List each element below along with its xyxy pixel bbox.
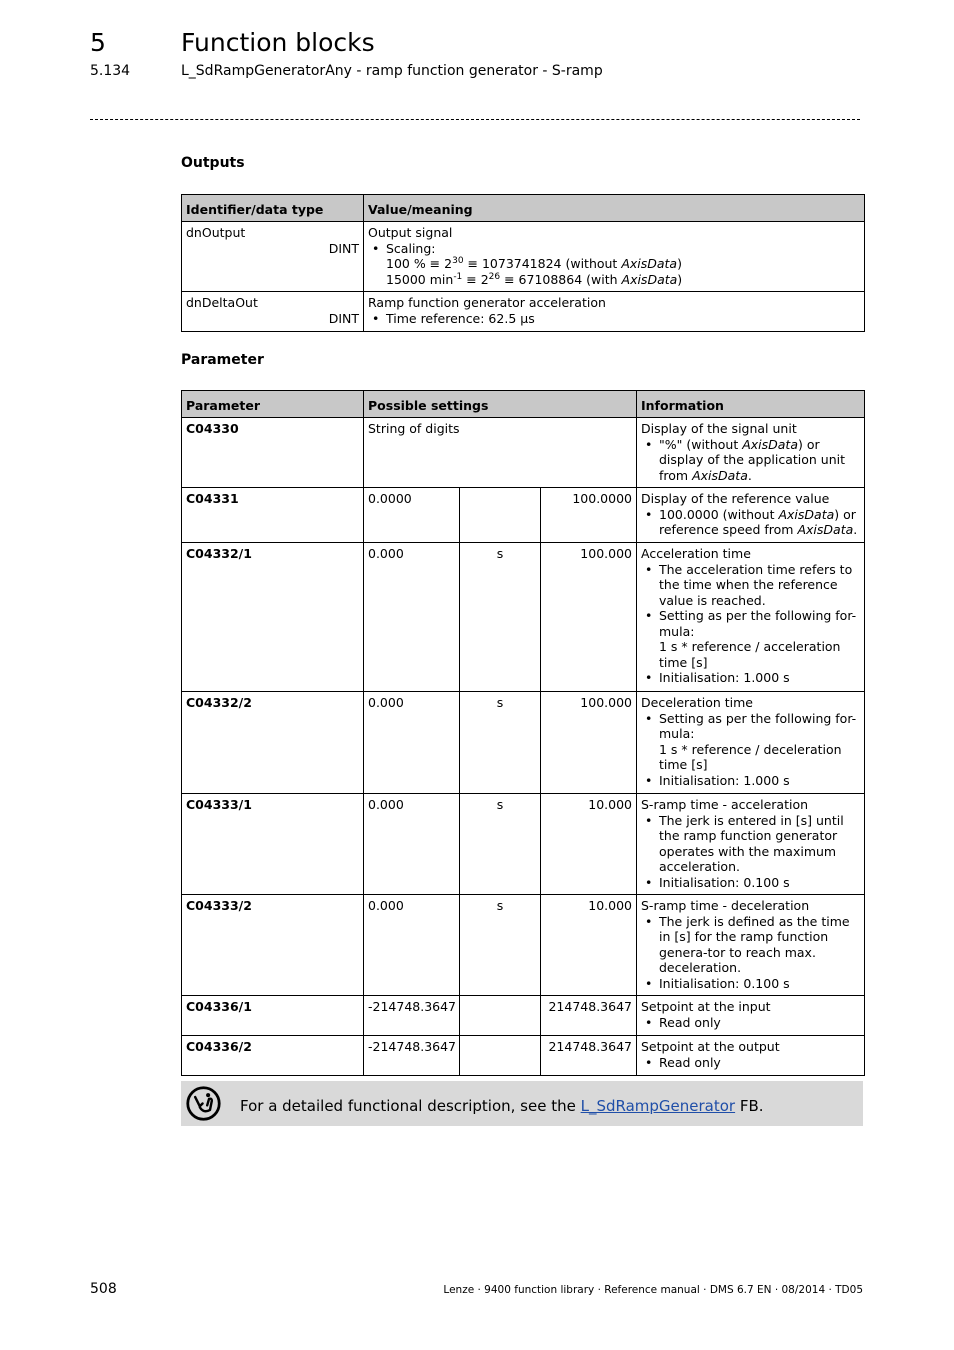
list-item: • Time reference: 62.5 µs xyxy=(382,311,860,327)
scaling-line: 100 % ≡ $2^{30} \equiv 1073741824$ (without AxisData) xyxy=(386,255,682,271)
data-type: DINT xyxy=(328,240,359,256)
bullet-list xyxy=(641,813,860,891)
identifier-cell xyxy=(182,222,364,292)
formula: 1 s * reference / deceleration time [s] xyxy=(659,741,842,772)
info-title: S-ramp time - acceleration xyxy=(641,797,809,812)
table-header-row xyxy=(182,195,865,222)
meaning: Ramp function generator acceleration xyxy=(368,295,606,310)
info-title: Acceleration time xyxy=(641,546,751,561)
min-value: 0.0000 xyxy=(364,488,460,543)
unit: s xyxy=(460,692,541,794)
note-box xyxy=(181,1081,863,1126)
bullet-list xyxy=(368,241,860,257)
table-row xyxy=(182,292,865,332)
max-value: 214748.3647 xyxy=(541,1036,637,1076)
bullet-list xyxy=(641,711,860,789)
list-item: • Setting as per the following for-mula: 1 s * reference / acceleration time [s] xyxy=(655,608,860,670)
footer-text: Lenze · 9400 function library · Reference manual · DMS 6.7 EN · 08/2014 · TD05 xyxy=(443,1284,863,1296)
meaning-cell xyxy=(364,292,865,332)
table-row xyxy=(182,418,865,488)
info-title: S-ramp time - deceleration xyxy=(641,898,810,913)
column-header: Identifier/data type xyxy=(182,195,364,222)
min-value: 0.000 xyxy=(364,692,460,794)
info-cell xyxy=(637,488,865,543)
parameter-code: C04330 xyxy=(182,418,364,488)
bullet-list xyxy=(641,914,860,992)
bullet-list xyxy=(641,1055,860,1071)
list-item: • "%" (without AxisData) or display of the application unit from AxisData. xyxy=(655,437,860,484)
info-title: Deceleration time xyxy=(641,695,753,710)
info-title: Display of the reference value xyxy=(641,491,830,506)
max-value: 10.000 xyxy=(541,794,637,895)
identifier-cell xyxy=(182,292,364,332)
min-value: 0.000 xyxy=(364,895,460,996)
section-number: 5.134 xyxy=(90,63,131,79)
identifier: dnDeltaOut xyxy=(186,295,258,310)
min-value: -214748.3647 xyxy=(364,996,460,1036)
min-value: 0.000 xyxy=(364,794,460,895)
bullet-list xyxy=(641,507,860,538)
section-title: L_SdRampGeneratorAny - ramp function generator - S-ramp xyxy=(181,63,603,79)
list-item: • Scaling: xyxy=(382,241,860,257)
data-type: DINT xyxy=(328,310,359,326)
chapter-title: Function blocks xyxy=(181,28,375,57)
bullet-list xyxy=(641,437,860,484)
info-cell xyxy=(637,543,865,692)
list-item: • Read only xyxy=(655,1055,860,1071)
column-header: Possible settings xyxy=(364,391,637,418)
column-header: Information xyxy=(637,391,865,418)
formula: 1 s * reference / acceleration time [s] xyxy=(659,639,841,670)
setting-cell: String of digits xyxy=(364,418,637,488)
bullet-list xyxy=(368,311,860,327)
meaning: Output signal xyxy=(368,225,453,240)
unit xyxy=(460,996,541,1036)
max-value: 100.0000 xyxy=(541,488,637,543)
list-item: • The jerk is defined as the time in [s] for the ramp function genera-tor to reach max. deceleration. xyxy=(655,914,860,976)
unit xyxy=(460,488,541,543)
list-item: • The jerk is entered in [s] until the ramp function generator operates with the maximum acceleration. xyxy=(655,813,860,875)
bullet-list xyxy=(641,562,860,686)
info-cell xyxy=(637,692,865,794)
parameter-code: C04333/2 xyxy=(182,895,364,996)
table-row xyxy=(182,1036,865,1076)
outputs-table xyxy=(181,194,865,332)
chapter-number: 5 xyxy=(90,28,106,57)
info-title: Setpoint at the input xyxy=(641,999,771,1014)
info-cell xyxy=(637,1036,865,1076)
parameter-code: C04332/1 xyxy=(182,543,364,692)
table-header-row xyxy=(182,391,865,418)
list-item: • 100.0000 (without AxisData) or reference speed from AxisData. xyxy=(655,507,860,538)
outputs-heading: Outputs xyxy=(181,155,245,171)
max-value: 100.000 xyxy=(541,543,637,692)
parameter-code: C04333/1 xyxy=(182,794,364,895)
dashed-divider xyxy=(90,119,860,120)
info-cell xyxy=(637,996,865,1036)
identifier: dnOutput xyxy=(186,225,246,240)
info-title: Setpoint at the output xyxy=(641,1039,780,1054)
list-item: • Read only xyxy=(655,1015,860,1031)
max-value: 214748.3647 xyxy=(541,996,637,1036)
list-item: • Initialisation: 1.000 s xyxy=(655,670,860,686)
column-header: Parameter xyxy=(182,391,364,418)
parameter-table xyxy=(181,390,865,1076)
min-value: -214748.3647 xyxy=(364,1036,460,1076)
parameter-code: C04336/1 xyxy=(182,996,364,1036)
info-cell xyxy=(637,418,865,488)
table-row xyxy=(182,543,865,692)
list-item: • Initialisation: 1.000 s xyxy=(655,773,860,789)
table-row xyxy=(182,488,865,543)
page-number: 508 xyxy=(90,1281,117,1297)
bullet-list xyxy=(641,1015,860,1031)
parameter-heading: Parameter xyxy=(181,352,264,368)
parameter-code: C04332/2 xyxy=(182,692,364,794)
info-title: Display of the signal unit xyxy=(641,421,797,436)
info-cell xyxy=(637,895,865,996)
info-hand-icon xyxy=(185,1085,222,1122)
table-row xyxy=(182,794,865,895)
unit: s xyxy=(460,895,541,996)
parameter-code: C04336/2 xyxy=(182,1036,364,1076)
table-row xyxy=(182,222,865,292)
unit: s xyxy=(460,543,541,692)
unit: s xyxy=(460,794,541,895)
note-text: For a detailed functional description, see the L_SdRampGenerator FB. xyxy=(240,1097,764,1115)
max-value: 100.000 xyxy=(541,692,637,794)
parameter-code: C04331 xyxy=(182,488,364,543)
min-value: 0.000 xyxy=(364,543,460,692)
table-row xyxy=(182,692,865,794)
max-value: 10.000 xyxy=(541,895,637,996)
meaning-cell xyxy=(364,222,865,292)
list-item: • Setting as per the following for-mula: 1 s * reference / deceleration time [s] xyxy=(655,711,860,773)
list-item: • Initialisation: 0.100 s xyxy=(655,976,860,992)
info-cell xyxy=(637,794,865,895)
list-item: • Initialisation: 0.100 s xyxy=(655,875,860,891)
column-header: Value/meaning xyxy=(364,195,865,222)
scaling-line: 15000 $\min^{-1} \equiv 2^{26} \equiv 67108864$ (with AxisData) xyxy=(386,271,683,287)
table-row xyxy=(182,895,865,996)
list-item: • The acceleration time refers to the time when the reference value is reached. xyxy=(655,562,860,609)
function-block-link[interactable]: L_SdRampGenerator xyxy=(580,1097,736,1115)
unit xyxy=(460,1036,541,1076)
table-row xyxy=(182,996,865,1036)
